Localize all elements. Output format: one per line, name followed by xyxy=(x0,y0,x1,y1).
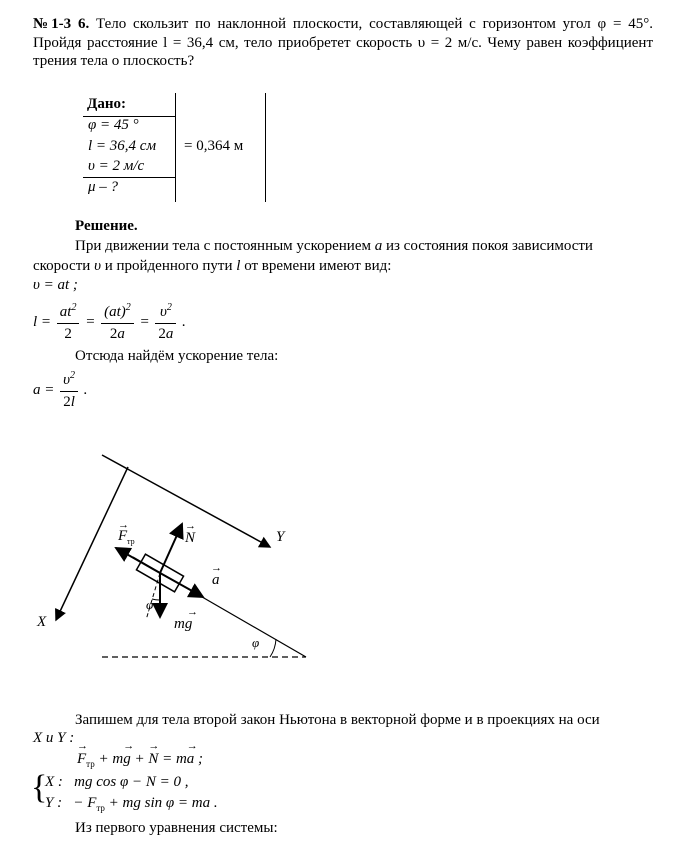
problem-subnumber: 6. xyxy=(77,16,90,32)
label-f-sub: тр xyxy=(127,537,135,546)
equation-y-projection: Y : − $F_{тр}$ + mg sin φ = ma . xyxy=(45,795,218,813)
label-mg-vec: → xyxy=(187,606,198,618)
given-unknown: μ – ? xyxy=(88,179,119,195)
equation-velocity: υ = at ; xyxy=(33,277,78,293)
given-title: Дано: xyxy=(87,96,126,112)
solution-para1-line1: При движении тела с постоянным ускорением a из состояния покоя зависимости xyxy=(75,238,593,254)
label-a: a xyxy=(212,572,220,588)
given-divider xyxy=(175,93,176,202)
label-mg: mg xyxy=(174,616,193,632)
solution-para3: Запишем для тела второй закон Ньютона в векторной форме и в проекциях на оси xyxy=(75,712,600,728)
incline-angle-arc xyxy=(270,639,276,657)
solution-para1-line2: скорости υ и пройденного пути l от времени имеют вид: xyxy=(33,258,392,274)
force-diagram xyxy=(30,440,330,670)
solution-para4: Из первого уравнения системы: xyxy=(75,820,278,836)
label-n-vec: → xyxy=(185,520,196,532)
acceleration-arrow xyxy=(160,573,203,597)
given-rule-bottom xyxy=(83,177,176,178)
equation-newton-vector: → $F_{тр} + m\to g$ + → N = m→ a ; xyxy=(77,751,203,769)
label-f: F xyxy=(118,528,128,544)
solution-para2: Отсюда найдём ускорение тела: xyxy=(75,348,279,364)
label-phi-bottom: φ xyxy=(252,635,260,650)
label-x-axis: X xyxy=(37,614,47,630)
equation-distance: l = $\frac{at^2}{2}$ = $\frac{(at)^2}{2a}$ = $\frac{\upsilon^2}{2a}$ . xyxy=(33,302,186,342)
label-f-vec: → xyxy=(118,519,129,531)
solution-para3-axes: X и Y : xyxy=(33,730,75,746)
equation-x-projection: X : mg cos φ − N = 0 , xyxy=(45,774,189,790)
solution-title: Решение. xyxy=(75,218,138,234)
label-phi-top: φ xyxy=(146,597,154,612)
problem-number: №1-3 xyxy=(33,16,72,32)
given-length: l = 36,4 см xyxy=(88,138,157,154)
system-brace: { xyxy=(31,769,48,806)
problem-statement xyxy=(33,15,653,71)
equation-acceleration: a = $\frac{\upsilon^2}{2l}$ . xyxy=(33,370,88,410)
friction-force-arrow xyxy=(116,548,160,573)
given-angle: φ = 45 ° xyxy=(88,117,139,133)
given-right-rule xyxy=(265,93,266,202)
normal-force-arrow xyxy=(160,524,182,573)
label-a-vec: → xyxy=(211,562,222,574)
problem-text: Тело скользит по наклонной плоскости, составляющей с горизонтом угол φ = 45°. Пройдя расстояние l = 36,4 см, тело приобретет скорость υ = 2 м/с. Чему равен коэффициент трения тела о плоскость? xyxy=(33,16,654,69)
label-y-axis: Y xyxy=(276,529,285,545)
given-conversion: = 0,364 м xyxy=(184,138,244,154)
given-speed: υ = 2 м/с xyxy=(88,158,145,174)
label-n: N xyxy=(185,530,196,546)
